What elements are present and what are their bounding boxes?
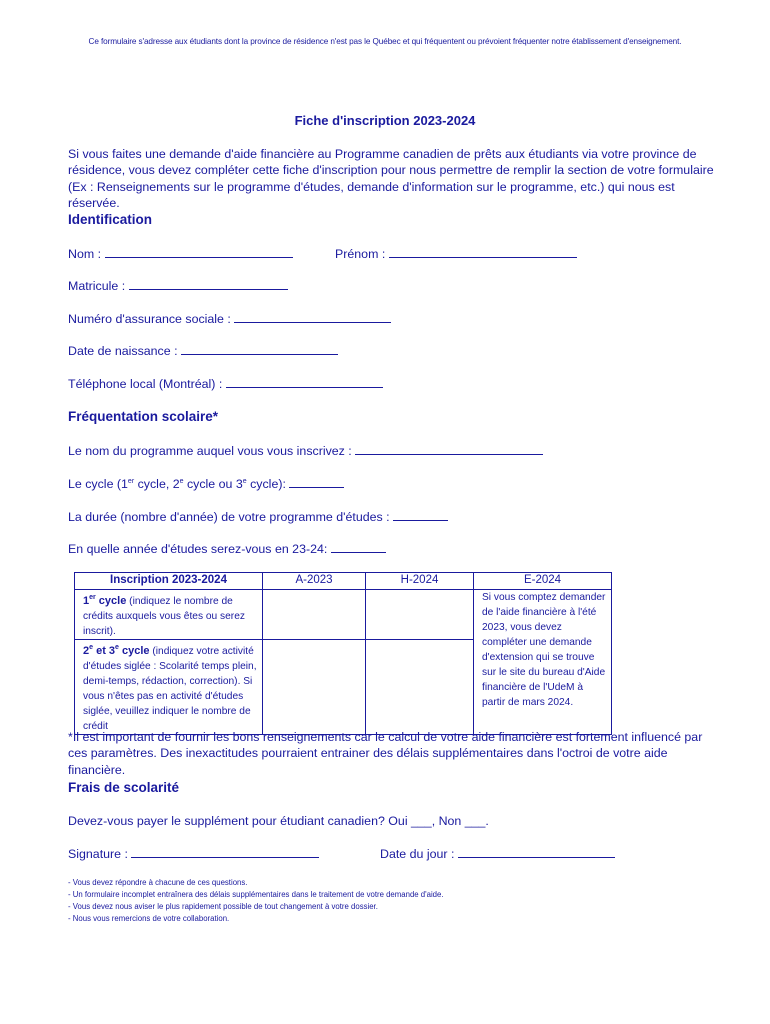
annee-row [68,541,386,556]
programme-label: Le nom du programme auquel vous vous inscrivez : [68,444,352,458]
date-field[interactable] [458,846,615,858]
matricule-row [68,278,288,293]
nom-row [68,246,293,261]
duree-label: La durée (nombre d'année) de votre programme d'études : [68,510,390,524]
date-label: Date du jour : [380,847,455,861]
header-a2023: A-2023 [263,573,366,590]
cycle-row [68,476,344,491]
footnote-3: - Vous devez nous aviser le plus rapidement possible de tout changement à votre dossier. [68,902,378,911]
annee-field[interactable] [331,541,386,553]
intro-paragraph: Si vous faites une demande d'aide financière au Programme canadien de prêts aux étudiants via votre province de résidence, vous devez compléter cette fiche d'inscription pour nous permettre de remplir la section de votre formulaire (Ex : Renseignements sur le programme d'études, demande d'information sur le programme, etc.) qui nous est réservée. [68,147,714,210]
date-row [380,846,615,861]
nas-field[interactable] [234,311,391,323]
cycle1-text: (indiquez le nombre de crédits auxquels vous êtes ou serez inscrit). [83,596,245,637]
telephone-label: Téléphone local (Montréal) : [68,377,223,391]
table-row-cycle1 [75,590,612,640]
duree-row [68,509,448,524]
duree-field[interactable] [393,509,448,521]
footnote-2: - Un formulaire incomplet entraînera des délais supplémentaires dans le traitement de votre demande d'aide. [68,890,444,899]
signature-row [68,846,319,861]
identification-heading: Identification [68,212,152,227]
cycle23-cell [75,640,263,735]
nas-label: Numéro d'assurance sociale : [68,312,231,326]
header-inscription: Inscription 2023-2024 [75,573,263,590]
nas-row [68,311,391,326]
telephone-row [68,376,383,391]
naissance-field[interactable] [181,343,338,355]
cycle1-h2024-input[interactable] [366,590,474,640]
prenom-label: Prénom : [335,247,386,261]
table-header-row [75,573,612,590]
signature-field[interactable] [131,846,319,858]
cycle1-label: 1er cycle [83,594,127,607]
nom-field[interactable] [105,246,293,258]
cycle23-text: (indiquez votre activité d'études siglée : Scolarité temps plein, demi-temps, rédaction, correction). Si vous n'êtes pas en activité d'études siglée, veuillez indiquer le nombre de crédit [83,646,257,732]
footnote-1: - Vous devez répondre à chacune de ces questions. [68,878,248,887]
nom-label: Nom : [68,247,102,261]
e2024-note: Si vous comptez demander de l'aide financière à l'été 2023, vous devez compléter une demande d'extension qui se trouve sur le site du bureau d'Aide financière de l'UdeM à partir de mars 2024. [482,592,606,708]
matricule-label: Matricule : [68,279,126,293]
prenom-row [335,246,577,261]
cycle1-cell [75,590,263,640]
telephone-field[interactable] [226,376,383,388]
e2024-note-cell [474,590,612,735]
signature-label: Signature : [68,847,128,861]
cycle-label: Le cycle (1er cycle, 2e cycle ou 3e cycle): [68,477,286,491]
programme-row [68,443,543,458]
annee-label: En quelle année d'études serez-vous en 23-24: [68,542,328,556]
header-e2024: E-2024 [474,573,612,590]
cycle-field[interactable] [289,476,344,488]
programme-field[interactable] [355,443,543,455]
cycle1-a2023-input[interactable] [263,590,366,640]
matricule-field[interactable] [129,278,288,290]
header-h2024: H-2024 [366,573,474,590]
naissance-row [68,343,338,358]
frais-heading: Frais de scolarité [68,780,180,795]
footnote-4: - Nous vous remercions de votre collaboration. [68,914,230,923]
cycle23-label: 2e et 3e cycle [83,644,150,657]
prenom-field[interactable] [389,246,577,258]
frais-question: Devez-vous payer le supplément pour étudiant canadien? Oui ___, Non ___. [68,814,489,828]
inscription-table [74,572,612,735]
cycle23-h2024-input[interactable] [366,640,474,735]
important-note: *Il est important de fournir les bons renseignements car le calcul de votre aide financière est fortement influencé par ces paramètres. Des inexactitudes pourraient entrainer des délais supplémentaires dans l'octroi de votre aide financière. [68,730,703,777]
cycle23-a2023-input[interactable] [263,640,366,735]
naissance-label: Date de naissance : [68,344,178,358]
top-note: Ce formulaire s'adresse aux étudiants dont la province de résidence n'est pas le Québec et qui fréquentent ou prévoient fréquenter notre établissement d'enseignement. [88,37,682,46]
frequentation-heading: Fréquentation scolaire* [68,409,219,424]
page-title: Fiche d'inscription 2023-2024 [294,113,476,128]
